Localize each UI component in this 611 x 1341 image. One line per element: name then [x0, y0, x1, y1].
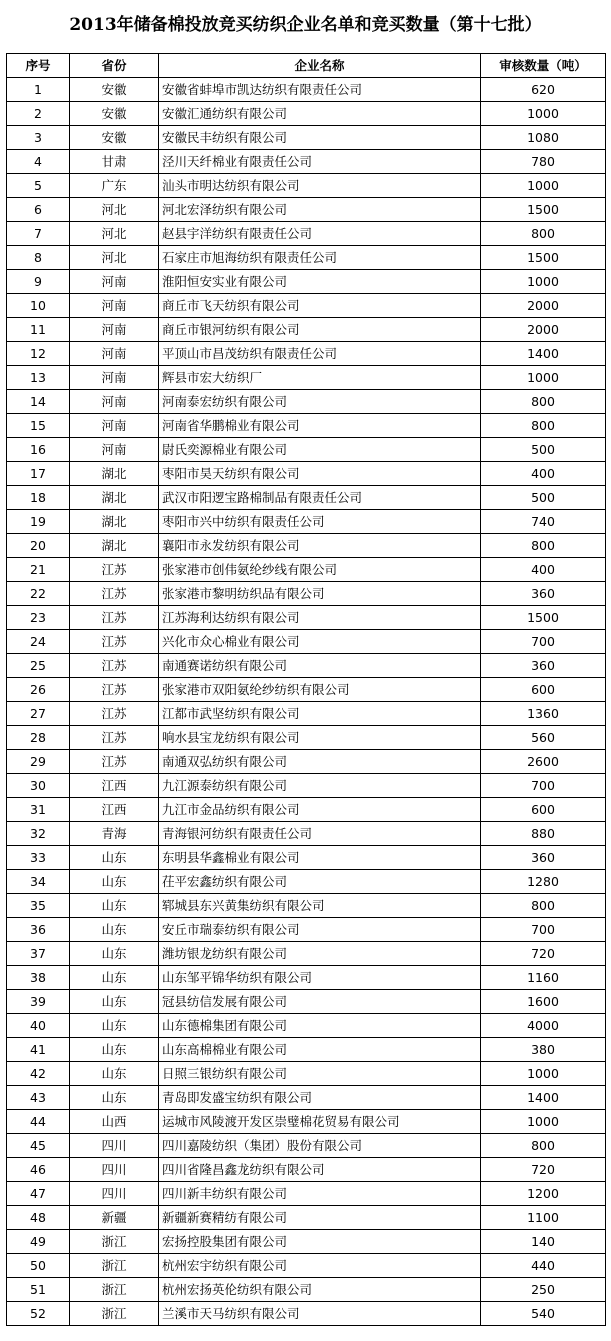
table-row	[7, 462, 606, 486]
row-quantity: 600	[481, 798, 606, 822]
row-index: 18	[7, 486, 70, 510]
row-company-name: 东明县华鑫棉业有限公司	[159, 846, 481, 870]
row-quantity: 2600	[481, 750, 606, 774]
table-row	[7, 1158, 606, 1182]
row-province: 江苏	[70, 582, 159, 606]
company-table	[6, 53, 606, 1326]
row-index: 20	[7, 534, 70, 558]
row-company-name: 辉县市宏大纺织厂	[159, 366, 481, 390]
row-province: 江苏	[70, 750, 159, 774]
row-province: 山东	[70, 942, 159, 966]
table-row	[7, 198, 606, 222]
table-row	[7, 390, 606, 414]
row-province: 山东	[70, 1014, 159, 1038]
row-company-name: 兴化市众心棉业有限公司	[159, 630, 481, 654]
row-company-name: 郓城县东兴黄集纺织有限公司	[159, 894, 481, 918]
row-index: 34	[7, 870, 70, 894]
row-quantity: 720	[481, 942, 606, 966]
table-row	[7, 750, 606, 774]
header-company: 企业名称	[159, 54, 481, 78]
row-index: 8	[7, 246, 70, 270]
table-row	[7, 1254, 606, 1278]
row-province: 山东	[70, 1038, 159, 1062]
table-row	[7, 366, 606, 390]
row-quantity: 380	[481, 1038, 606, 1062]
table-row	[7, 894, 606, 918]
row-index: 42	[7, 1062, 70, 1086]
row-quantity: 740	[481, 510, 606, 534]
table-row	[7, 294, 606, 318]
table-row	[7, 510, 606, 534]
row-quantity: 250	[481, 1278, 606, 1302]
row-province: 江苏	[70, 654, 159, 678]
row-index: 5	[7, 174, 70, 198]
row-province: 河南	[70, 270, 159, 294]
row-province: 四川	[70, 1182, 159, 1206]
row-company-name: 新疆新赛精纺有限公司	[159, 1206, 481, 1230]
row-index: 39	[7, 990, 70, 1014]
row-quantity: 360	[481, 582, 606, 606]
row-province: 山东	[70, 870, 159, 894]
row-quantity: 620	[481, 78, 606, 102]
table-row	[7, 870, 606, 894]
row-company-name: 九江源泰纺织有限公司	[159, 774, 481, 798]
row-quantity: 1000	[481, 1110, 606, 1134]
row-company-name: 响水县宝龙纺织有限公司	[159, 726, 481, 750]
table-row	[7, 1182, 606, 1206]
row-company-name: 商丘市飞天纺织有限公司	[159, 294, 481, 318]
row-quantity: 540	[481, 1302, 606, 1326]
row-quantity: 140	[481, 1230, 606, 1254]
row-province: 新疆	[70, 1206, 159, 1230]
row-quantity: 800	[481, 894, 606, 918]
row-quantity: 1000	[481, 102, 606, 126]
row-company-name: 安徽省蚌埠市凯达纺织有限责任公司	[159, 78, 481, 102]
table-row	[7, 678, 606, 702]
row-company-name: 山东邹平锦华纺织有限公司	[159, 966, 481, 990]
row-quantity: 800	[481, 390, 606, 414]
row-company-name: 日照三银纺织有限公司	[159, 1062, 481, 1086]
table-row	[7, 1110, 606, 1134]
row-province: 河南	[70, 390, 159, 414]
table-row	[7, 150, 606, 174]
row-index: 28	[7, 726, 70, 750]
row-province: 河北	[70, 222, 159, 246]
row-index: 33	[7, 846, 70, 870]
row-company-name: 青海银河纺织有限责任公司	[159, 822, 481, 846]
table-row	[7, 1134, 606, 1158]
row-quantity: 1000	[481, 270, 606, 294]
row-company-name: 南通赛诺纺织有限公司	[159, 654, 481, 678]
row-province: 河南	[70, 366, 159, 390]
row-index: 16	[7, 438, 70, 462]
row-quantity: 1000	[481, 366, 606, 390]
table-row	[7, 822, 606, 846]
row-company-name: 汕头市明达纺织有限公司	[159, 174, 481, 198]
row-quantity: 600	[481, 678, 606, 702]
page-title: 2013年储备棉投放竞买纺织企业名单和竞买数量（第十七批）	[69, 14, 542, 35]
row-company-name: 枣阳市昊天纺织有限公司	[159, 462, 481, 486]
row-quantity: 1080	[481, 126, 606, 150]
row-index: 43	[7, 1086, 70, 1110]
table-row	[7, 774, 606, 798]
row-province: 山东	[70, 846, 159, 870]
row-quantity: 880	[481, 822, 606, 846]
table-row	[7, 414, 606, 438]
row-quantity: 800	[481, 222, 606, 246]
row-province: 湖北	[70, 534, 159, 558]
row-company-name: 河南泰宏纺织有限公司	[159, 390, 481, 414]
row-index: 46	[7, 1158, 70, 1182]
row-province: 湖北	[70, 462, 159, 486]
row-company-name: 宏扬控股集团有限公司	[159, 1230, 481, 1254]
row-index: 19	[7, 510, 70, 534]
table-row	[7, 486, 606, 510]
row-quantity: 1500	[481, 246, 606, 270]
row-company-name: 茌平宏鑫纺织有限公司	[159, 870, 481, 894]
row-quantity: 1600	[481, 990, 606, 1014]
row-province: 青海	[70, 822, 159, 846]
row-company-name: 兰溪市天马纺织有限公司	[159, 1302, 481, 1326]
row-company-name: 潍坊银龙纺织有限公司	[159, 942, 481, 966]
row-quantity: 1100	[481, 1206, 606, 1230]
table-row	[7, 246, 606, 270]
row-province: 河南	[70, 294, 159, 318]
row-company-name: 尉氏奕源棉业有限公司	[159, 438, 481, 462]
row-province: 河南	[70, 342, 159, 366]
row-quantity: 780	[481, 150, 606, 174]
row-province: 四川	[70, 1134, 159, 1158]
row-company-name: 南通双弘纺织有限公司	[159, 750, 481, 774]
row-quantity: 1400	[481, 342, 606, 366]
row-company-name: 河南省华鹏棉业有限公司	[159, 414, 481, 438]
row-company-name: 江都市武坚纺织有限公司	[159, 702, 481, 726]
row-index: 22	[7, 582, 70, 606]
row-province: 江苏	[70, 702, 159, 726]
row-province: 安徽	[70, 126, 159, 150]
table-row	[7, 438, 606, 462]
row-quantity: 4000	[481, 1014, 606, 1038]
row-index: 14	[7, 390, 70, 414]
row-company-name: 青岛即发盛宝纺织有限公司	[159, 1086, 481, 1110]
header-index: 序号	[7, 54, 70, 78]
row-quantity: 1500	[481, 198, 606, 222]
table-row	[7, 990, 606, 1014]
row-quantity: 1000	[481, 1062, 606, 1086]
row-index: 11	[7, 318, 70, 342]
row-company-name: 河北宏泽纺织有限公司	[159, 198, 481, 222]
row-company-name: 张家港市双阳氨纶纱纺织有限公司	[159, 678, 481, 702]
table-row	[7, 1086, 606, 1110]
row-index: 13	[7, 366, 70, 390]
row-province: 广东	[70, 174, 159, 198]
row-province: 江西	[70, 774, 159, 798]
row-index: 29	[7, 750, 70, 774]
row-province: 四川	[70, 1158, 159, 1182]
row-quantity: 700	[481, 630, 606, 654]
row-province: 山东	[70, 990, 159, 1014]
table-row	[7, 606, 606, 630]
row-province: 山东	[70, 918, 159, 942]
row-province: 甘肃	[70, 150, 159, 174]
row-company-name: 商丘市银河纺织有限公司	[159, 318, 481, 342]
row-index: 40	[7, 1014, 70, 1038]
row-province: 河北	[70, 246, 159, 270]
row-index: 48	[7, 1206, 70, 1230]
row-company-name: 石家庄市旭海纺织有限责任公司	[159, 246, 481, 270]
row-index: 12	[7, 342, 70, 366]
row-company-name: 襄阳市永发纺织有限公司	[159, 534, 481, 558]
row-quantity: 1500	[481, 606, 606, 630]
table-row	[7, 1206, 606, 1230]
row-quantity: 1160	[481, 966, 606, 990]
row-company-name: 运城市风陵渡开发区崇璧棉花贸易有限公司	[159, 1110, 481, 1134]
row-company-name: 四川嘉陵纺织（集团）股份有限公司	[159, 1134, 481, 1158]
row-index: 41	[7, 1038, 70, 1062]
row-province: 山东	[70, 894, 159, 918]
table-row	[7, 654, 606, 678]
row-index: 38	[7, 966, 70, 990]
row-quantity: 1200	[481, 1182, 606, 1206]
row-index: 9	[7, 270, 70, 294]
row-index: 50	[7, 1254, 70, 1278]
header-province: 省份	[70, 54, 159, 78]
table-row	[7, 270, 606, 294]
row-province: 浙江	[70, 1230, 159, 1254]
row-company-name: 四川省隆昌鑫龙纺织有限公司	[159, 1158, 481, 1182]
row-quantity: 700	[481, 918, 606, 942]
table-row	[7, 1062, 606, 1086]
row-province: 江苏	[70, 630, 159, 654]
table-row	[7, 798, 606, 822]
row-province: 安徽	[70, 102, 159, 126]
row-quantity: 1000	[481, 174, 606, 198]
row-index: 52	[7, 1302, 70, 1326]
row-index: 21	[7, 558, 70, 582]
table-row	[7, 582, 606, 606]
row-province: 安徽	[70, 78, 159, 102]
table-row	[7, 174, 606, 198]
row-index: 24	[7, 630, 70, 654]
row-quantity: 700	[481, 774, 606, 798]
row-company-name: 武汉市阳逻宝路棉制品有限责任公司	[159, 486, 481, 510]
row-company-name: 平顶山市昌茂纺织有限责任公司	[159, 342, 481, 366]
table-row	[7, 222, 606, 246]
table-row	[7, 918, 606, 942]
row-index: 26	[7, 678, 70, 702]
row-company-name: 淮阳恒安实业有限公司	[159, 270, 481, 294]
row-index: 37	[7, 942, 70, 966]
row-quantity: 1360	[481, 702, 606, 726]
row-quantity: 500	[481, 486, 606, 510]
table-body	[7, 78, 606, 1326]
row-index: 3	[7, 126, 70, 150]
row-province: 江苏	[70, 558, 159, 582]
row-quantity: 360	[481, 846, 606, 870]
row-quantity: 560	[481, 726, 606, 750]
row-quantity: 2000	[481, 318, 606, 342]
table-row	[7, 1302, 606, 1326]
row-company-name: 四川新丰纺织有限公司	[159, 1182, 481, 1206]
row-province: 江苏	[70, 726, 159, 750]
row-company-name: 泾川天纤棉业有限责任公司	[159, 150, 481, 174]
table-row	[7, 966, 606, 990]
row-province: 河南	[70, 318, 159, 342]
row-quantity: 500	[481, 438, 606, 462]
row-index: 30	[7, 774, 70, 798]
row-company-name: 江苏海利达纺织有限公司	[159, 606, 481, 630]
row-company-name: 杭州宏宇纺织有限公司	[159, 1254, 481, 1278]
row-province: 湖北	[70, 510, 159, 534]
table-row	[7, 630, 606, 654]
row-province: 山东	[70, 1062, 159, 1086]
row-company-name: 山东德棉集团有限公司	[159, 1014, 481, 1038]
row-index: 31	[7, 798, 70, 822]
row-index: 17	[7, 462, 70, 486]
row-quantity: 400	[481, 462, 606, 486]
table-row	[7, 846, 606, 870]
row-index: 35	[7, 894, 70, 918]
row-company-name: 张家港市创伟氨纶纱线有限公司	[159, 558, 481, 582]
row-province: 河南	[70, 438, 159, 462]
row-quantity: 360	[481, 654, 606, 678]
row-company-name: 安徽民丰纺织有限公司	[159, 126, 481, 150]
table-row	[7, 726, 606, 750]
row-company-name: 赵县宇洋纺织有限责任公司	[159, 222, 481, 246]
table-row	[7, 558, 606, 582]
row-quantity: 2000	[481, 294, 606, 318]
table-row	[7, 342, 606, 366]
table-row	[7, 702, 606, 726]
row-province: 山东	[70, 966, 159, 990]
row-province: 山东	[70, 1086, 159, 1110]
row-index: 44	[7, 1110, 70, 1134]
row-company-name: 安丘市瑞泰纺织有限公司	[159, 918, 481, 942]
row-company-name: 安徽汇通纺织有限公司	[159, 102, 481, 126]
row-province: 江苏	[70, 678, 159, 702]
table-row	[7, 1038, 606, 1062]
row-index: 45	[7, 1134, 70, 1158]
row-company-name: 枣阳市兴中纺织有限责任公司	[159, 510, 481, 534]
table-row	[7, 78, 606, 102]
header-quantity: 审核数量（吨）	[481, 54, 606, 78]
row-quantity: 720	[481, 1158, 606, 1182]
table-row	[7, 942, 606, 966]
table-row	[7, 126, 606, 150]
row-index: 1	[7, 78, 70, 102]
row-index: 15	[7, 414, 70, 438]
table-row	[7, 1278, 606, 1302]
table-header-row	[7, 54, 606, 78]
row-province: 浙江	[70, 1254, 159, 1278]
row-index: 32	[7, 822, 70, 846]
row-quantity: 800	[481, 1134, 606, 1158]
row-index: 51	[7, 1278, 70, 1302]
table-row	[7, 1014, 606, 1038]
row-company-name: 冠县纺信发展有限公司	[159, 990, 481, 1014]
row-index: 2	[7, 102, 70, 126]
row-quantity: 800	[481, 534, 606, 558]
table-row	[7, 318, 606, 342]
row-province: 浙江	[70, 1302, 159, 1326]
table-row	[7, 102, 606, 126]
row-index: 10	[7, 294, 70, 318]
table-row	[7, 534, 606, 558]
row-index: 49	[7, 1230, 70, 1254]
row-quantity: 1280	[481, 870, 606, 894]
row-index: 27	[7, 702, 70, 726]
row-index: 6	[7, 198, 70, 222]
row-province: 河北	[70, 198, 159, 222]
row-quantity: 400	[481, 558, 606, 582]
row-province: 山西	[70, 1110, 159, 1134]
row-company-name: 张家港市黎明纺织品有限公司	[159, 582, 481, 606]
row-company-name: 杭州宏扬英伦纺织有限公司	[159, 1278, 481, 1302]
row-quantity: 440	[481, 1254, 606, 1278]
table-row	[7, 1230, 606, 1254]
row-quantity: 1400	[481, 1086, 606, 1110]
row-province: 江西	[70, 798, 159, 822]
row-company-name: 九江市金品纺织有限公司	[159, 798, 481, 822]
row-province: 浙江	[70, 1278, 159, 1302]
row-province: 湖北	[70, 486, 159, 510]
row-index: 47	[7, 1182, 70, 1206]
row-company-name: 山东高棉棉业有限公司	[159, 1038, 481, 1062]
row-index: 25	[7, 654, 70, 678]
row-province: 河南	[70, 414, 159, 438]
row-index: 7	[7, 222, 70, 246]
row-province: 江苏	[70, 606, 159, 630]
row-index: 36	[7, 918, 70, 942]
row-quantity: 800	[481, 414, 606, 438]
row-index: 4	[7, 150, 70, 174]
row-index: 23	[7, 606, 70, 630]
